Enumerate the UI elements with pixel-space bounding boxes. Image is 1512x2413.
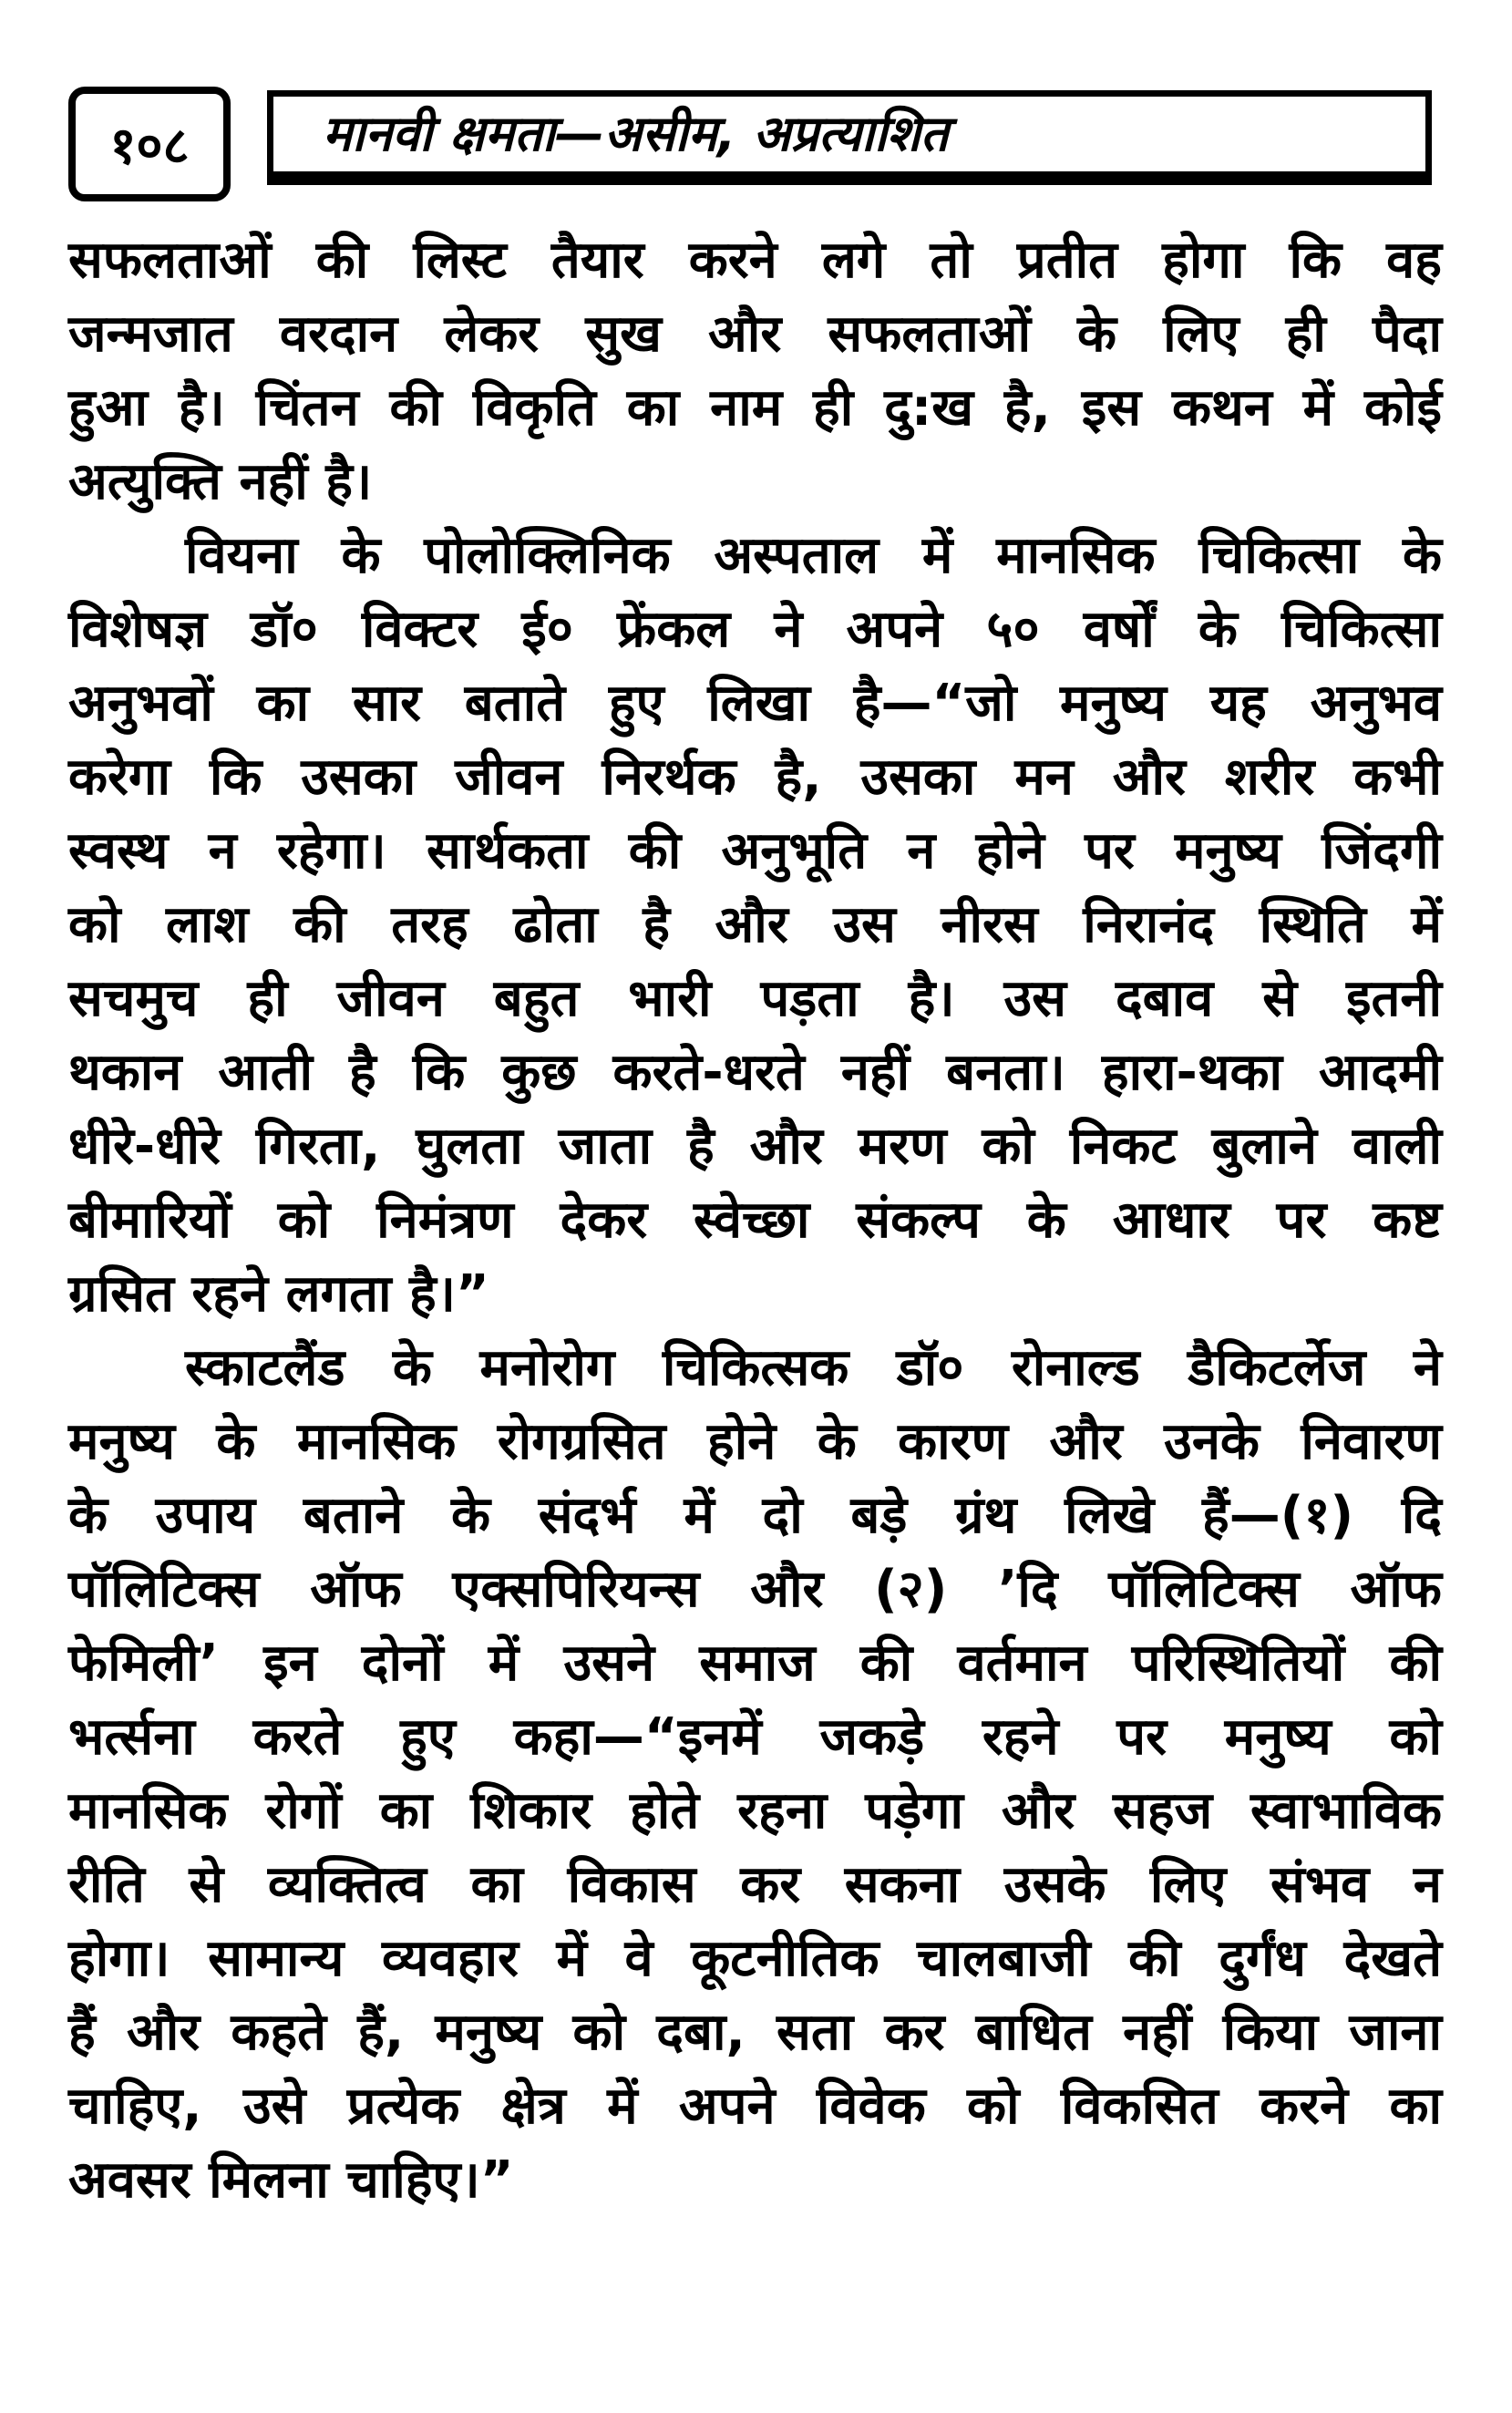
- text-line: सफलताओं की लिस्ट तैयार करने लगे तो प्रतीत होगा कि वह: [68, 231, 1442, 290]
- text-line: होगा। सामान्य व्यवहार में वे कूटनीतिक चालबाजी की दुर्गंध देखते: [68, 1929, 1442, 1988]
- text-line: ग्रसित रहने लगता है।”: [68, 1264, 489, 1324]
- text-line: अवसर मिलना चाहिए।”: [68, 2150, 514, 2210]
- text-line: हैं और कहते हैं, मनुष्य को दबा, सता कर बाधित नहीं किया जाना: [68, 2003, 1442, 2062]
- text-line: के उपाय बताने के संदर्भ में दो बड़े ग्रंथ लिखे हैं—(१) दि: [68, 1486, 1442, 1545]
- text-line: बीमारियों को निमंत्रण देकर स्वेच्छा संकल्प के आधार पर कष्ट: [68, 1191, 1442, 1250]
- text-line: थकान आती है कि कुछ करते-धरते नहीं बनता। हारा-थका आदमी: [68, 1043, 1442, 1102]
- page-header: [68, 87, 1432, 207]
- text-line: हुआ है। चिंतन की विकृति का नाम ही दु:ख है, इस कथन में कोई: [68, 378, 1442, 438]
- text-line: पॉलिटिक्स ऑफ एक्सपिरियन्स और (२) ’दि पॉलिटिक्स ऑफ: [68, 1560, 1442, 1619]
- text-line: विशेषज्ञ डॉ० विक्टर ई० फ्रेंकल ने अपने ५० वर्षों के चिकित्सा: [68, 600, 1442, 659]
- body-text: [68, 223, 1442, 2217]
- text-line: अत्युक्ति नहीं है।: [68, 452, 373, 511]
- text-line: स्वस्थ न रहेगा। सार्थकता की अनुभूति न होने पर मनुष्य जिंदगी: [68, 821, 1442, 881]
- text-line: रीति से व्यक्तित्व का विकास कर सकना उसके लिए संभव न: [68, 1855, 1442, 1914]
- text-line: सचमुच ही जीवन बहुत भारी पड़ता है। उस दबाव से इतनी: [68, 969, 1442, 1028]
- text-line: करेगा कि उसका जीवन निरर्थक है, उसका मन और शरीर कभी: [68, 748, 1442, 807]
- text-line: वियना के पोलोक्लिनिक अस्पताल में मानसिक चिकित्सा के: [185, 526, 1442, 585]
- text-line: को लाश की तरह ढोता है और उस नीरस निरानंद स्थिति में: [68, 895, 1442, 954]
- text-line: अनुभवों का सार बताते हुए लिखा है—“जो मनुष्य यह अनुभव: [68, 674, 1442, 733]
- page-number: १०८: [109, 117, 190, 176]
- text-line: मानसिक रोगों का शिकार होते रहना पड़ेगा और सहज स्वाभाविक: [68, 1781, 1442, 1841]
- text-line: जन्मजात वरदान लेकर सुख और सफलताओं के लिए ही पैदा: [68, 304, 1442, 364]
- text-line: मनुष्य के मानसिक रोगग्रसित होने के कारण और उनके निवारण: [68, 1412, 1442, 1471]
- chapter-title-box: [267, 90, 1432, 185]
- text-line: फेमिली’ इन दोनों में उसने समाज की वर्तमान परिस्थितियों की: [68, 1634, 1442, 1693]
- page-number-box: [68, 87, 231, 201]
- text-line: धीरे-धीरे गिरता, घुलता जाता है और मरण को निकट बुलाने वाली: [68, 1117, 1442, 1176]
- text-line: भर्त्सना करते हुए कहा—“इनमें जकड़े रहने पर मनुष्य को: [68, 1707, 1442, 1767]
- text-line: स्काटलैंड के मनोरोग चिकित्सक डॉ० रोनाल्ड डैकिटर्लेज ने: [185, 1338, 1442, 1397]
- chapter-title: मानवी क्षमता—असीम, अप्रत्याशित: [323, 105, 949, 162]
- text-line: चाहिए, उसे प्रत्येक क्षेत्र में अपने विवेक को विकसित करने का: [68, 2077, 1442, 2136]
